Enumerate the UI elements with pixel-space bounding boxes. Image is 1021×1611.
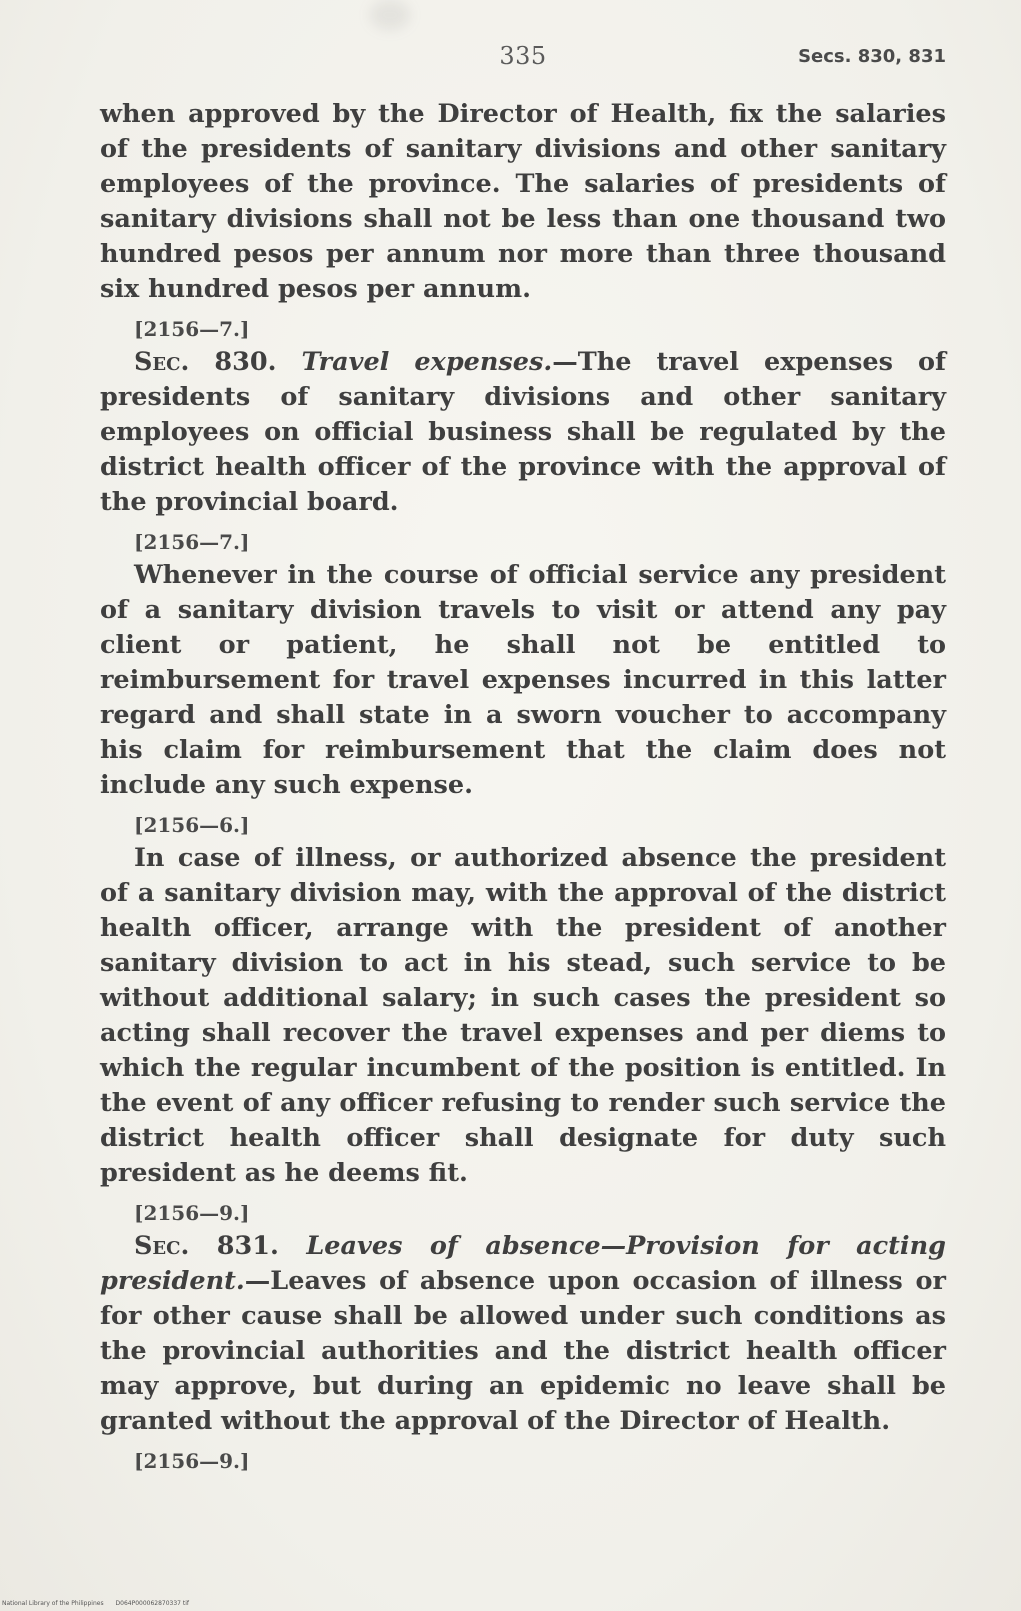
section-830-title: Travel expenses. [301, 347, 553, 377]
scan-smudge [370, 0, 410, 30]
paragraph-continuation: when approved by the Director of Health, fix the salaries of the presidents of sanitary divisions and other sanitary employees of the province. The salaries of presidents of sanitary divisions shall not be less than one thousand two hundred pesos per annum nor more than three thousand six hundred pesos per annum. [100, 99, 946, 304]
section-830-label: Sec. 830. [134, 347, 277, 377]
footer-library: National Library of the Philippines [2, 1600, 104, 1607]
paragraph-whenever: Whenever in the course of official service any president of a sanitary division travels to visit or attend any pay client or patient, he shall not be entitled to reimbursement for travel expenses incurred in this latter regard and shall state in a sworn voucher to accompany his claim for reimbursement that the claim does not include any such expense. [100, 560, 946, 800]
section-831-text: —Leaves of absence upon occasion of illness or for other cause shall be allowed under such conditions as the provincial authorities and the district health officer may approve, but during an epidemic no leave shall be granted without the approval of the Director of Health. [100, 1266, 946, 1436]
page-number: 335 [499, 42, 547, 70]
citation: [2156—7.] [134, 317, 250, 341]
scan-footer [2, 1600, 199, 1607]
section-830 [100, 345, 946, 520]
footer-id: D064P000062870337 tif [115, 1600, 190, 1607]
section-830-text: —The travel expenses of presidents of sanitary divisions and other sanitary employees on official business shall be regulated by the district health officer of the province with the approval of the provincial board. [100, 347, 946, 517]
body-text [100, 97, 946, 1477]
running-head: Secs. 830, 831 [798, 46, 946, 67]
citation: [2156—9.] [134, 1201, 250, 1225]
citation: [2156—6.] [134, 813, 250, 837]
page-header [100, 42, 946, 78]
paragraph-illness: In case of illness, or authorized absence the president of a sanitary division may, with the approval of the district health officer, arrange with the president of another sanitary division to act in his stead, such service to be without additional salary; in such cases the president so acting shall recover the travel expenses and per diems to which the regular incumbent of the position is entitled. In the event of any officer refusing to render such service the district health officer shall designate for duty such president as he deems fit. [100, 843, 946, 1188]
section-831-label: Sec. 831. [134, 1231, 279, 1261]
citation: [2156—7.] [134, 530, 250, 554]
section-831 [100, 1229, 946, 1439]
citation: [2156—9.] [134, 1449, 250, 1473]
section-831-title: Leaves of absence—Provision for acting president. [100, 1231, 946, 1296]
